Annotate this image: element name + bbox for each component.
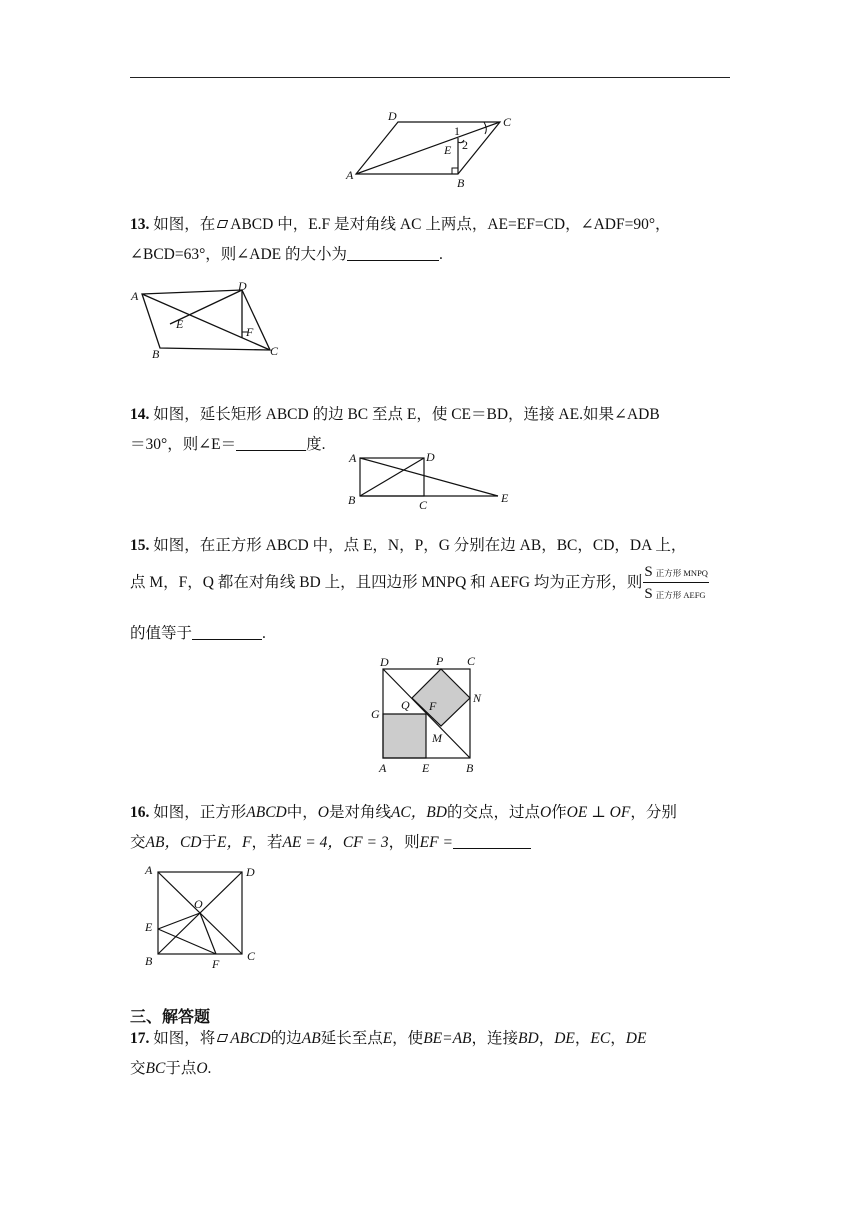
question-text: ， xyxy=(538,1030,555,1047)
label-f: F xyxy=(212,957,220,971)
label-d: D xyxy=(246,865,255,879)
math-text: AC，BD xyxy=(390,804,447,821)
label-e: E xyxy=(422,761,430,775)
question-text: . xyxy=(439,246,443,263)
figure-q16 xyxy=(140,862,270,972)
label-b: B xyxy=(348,493,356,507)
math-text: AE = 4，CF = 3 xyxy=(282,834,389,851)
question-text: ＝30°，则∠E＝ xyxy=(130,436,237,453)
question-text: 作 xyxy=(551,804,567,821)
label-c: C xyxy=(419,498,428,512)
math-text: BD xyxy=(518,1030,539,1047)
label-a: A xyxy=(346,168,354,182)
label-d: D xyxy=(426,450,435,464)
question-number: 16. xyxy=(130,804,150,821)
math-text: EC xyxy=(590,1030,611,1047)
question-text: 如图，将 xyxy=(149,1030,216,1047)
question-text: ，分别 xyxy=(630,804,677,821)
label-b: B xyxy=(457,176,465,190)
question-text: ， xyxy=(610,1030,626,1047)
fraction-s: S xyxy=(644,563,653,580)
label-b: B xyxy=(145,954,153,968)
question-text: ，则 xyxy=(388,834,420,851)
fraction-numerator-sub: 正方形 MNPQ xyxy=(655,567,708,578)
label-f: F xyxy=(429,699,437,713)
answer-blank[interactable] xyxy=(453,831,531,849)
question-text: 交 xyxy=(130,1060,146,1077)
fraction-denominator-sub: 正方形 AEFG xyxy=(655,589,706,600)
label-d: D xyxy=(380,655,389,669)
area-ratio-fraction xyxy=(643,565,709,602)
question-text: 交 xyxy=(130,834,146,851)
question-number: 14. xyxy=(130,406,150,423)
question-number: 17. xyxy=(130,1030,150,1047)
math-text: O xyxy=(317,804,329,821)
label-a: A xyxy=(145,863,153,877)
answer-blank[interactable] xyxy=(347,243,439,261)
label-c: C xyxy=(467,654,476,668)
question-text: ∠BCD=63°，则∠ADE 的大小为 xyxy=(130,246,348,263)
section-heading: 三、解答题 xyxy=(130,1007,211,1026)
label-e: E xyxy=(501,491,509,505)
label-e: E xyxy=(145,920,153,934)
figure-q13 xyxy=(128,280,288,360)
label-g: G xyxy=(371,707,380,721)
math-text: ABCD xyxy=(230,1030,271,1047)
math-text: OE ⊥ OF xyxy=(566,804,631,821)
question-text: 于点 xyxy=(165,1060,197,1077)
math-text: E xyxy=(382,1030,393,1047)
math-text: DE xyxy=(625,1030,647,1047)
math-text: ABCD xyxy=(246,804,287,821)
label-d: D xyxy=(238,279,247,293)
label-q: Q xyxy=(401,698,410,712)
answer-blank[interactable] xyxy=(236,433,306,451)
question-text: 的交点，过点 xyxy=(446,804,540,821)
question-text: 如图，在 xyxy=(149,216,216,233)
question-text: 于 xyxy=(201,834,217,851)
question-text: . xyxy=(207,1060,212,1077)
math-text: EF = xyxy=(419,834,453,851)
math-text: O xyxy=(196,1060,208,1077)
question-text: 如图，正方形 xyxy=(149,804,247,821)
label-angle-2: 2 xyxy=(462,138,468,152)
question-number: 15. xyxy=(130,537,150,554)
question-text: ，若 xyxy=(251,834,283,851)
figure-q12 xyxy=(340,108,520,188)
label-p: P xyxy=(436,654,444,668)
label-c: C xyxy=(503,115,512,129)
label-angle-1: 1 xyxy=(454,124,460,138)
label-b: B xyxy=(466,761,474,775)
question-text: 如图，延长矩形 ABCD 的边 BC 至点 E，使 CE＝BD，连接 AE.如果∠ADB xyxy=(149,406,660,423)
label-e: E xyxy=(444,143,452,157)
question-text: 延长至点 xyxy=(320,1030,383,1047)
question-text: 点 M，F，Q 都在对角线 BD 上，且四边形 MNPQ 和 AEFG 均为正方形，则 xyxy=(130,574,643,591)
question-15 xyxy=(130,531,732,649)
label-a: A xyxy=(131,289,139,303)
math-text: O xyxy=(539,804,552,821)
math-text: BC xyxy=(145,1060,166,1077)
figure-q15 xyxy=(366,652,496,778)
question-13 xyxy=(130,210,732,270)
figure-q14 xyxy=(344,450,524,512)
label-c: C xyxy=(247,949,256,963)
math-text: AB，CD xyxy=(145,834,202,851)
math-text: BE=AB xyxy=(423,1030,472,1047)
answer-blank[interactable] xyxy=(192,622,262,640)
question-number: 13. xyxy=(130,216,150,233)
question-17 xyxy=(130,1024,732,1084)
question-text: . xyxy=(262,625,266,642)
label-o: O xyxy=(194,897,203,911)
question-text: 中， xyxy=(286,804,318,821)
header-rule xyxy=(130,77,730,78)
question-text: 度. xyxy=(306,436,326,453)
label-e: E xyxy=(176,317,184,331)
label-d: D xyxy=(388,109,397,123)
question-text: ，连接 xyxy=(471,1030,519,1047)
math-text: E，F xyxy=(217,834,252,851)
math-text: AB xyxy=(301,1030,321,1047)
question-text: ， xyxy=(574,1030,591,1047)
math-text: DE xyxy=(554,1030,575,1047)
question-text: 如图，在正方形 ABCD 中，点 E，N，P，G 分别在边 AB，BC，CD，DA 上， xyxy=(149,537,687,554)
label-c: C xyxy=(270,344,279,358)
label-a: A xyxy=(379,761,387,775)
parallelogram-icon xyxy=(217,220,228,228)
question-text: 的边 xyxy=(270,1030,302,1047)
question-16 xyxy=(130,798,732,858)
label-b: B xyxy=(152,347,160,361)
label-n: N xyxy=(473,691,482,705)
parallelogram-icon xyxy=(217,1034,228,1042)
question-text: 是对角线 xyxy=(328,804,391,821)
label-f: F xyxy=(246,325,254,339)
question-text: 的值等于 xyxy=(130,625,193,642)
question-text: ，使 xyxy=(392,1030,424,1047)
fraction-s: S xyxy=(644,585,653,602)
label-m: M xyxy=(432,731,442,745)
question-text: ABCD 中，E.F 是对角线 AC 上两点，AE=EF=CD，∠ADF=90°， xyxy=(230,216,671,233)
label-a: A xyxy=(349,451,357,465)
